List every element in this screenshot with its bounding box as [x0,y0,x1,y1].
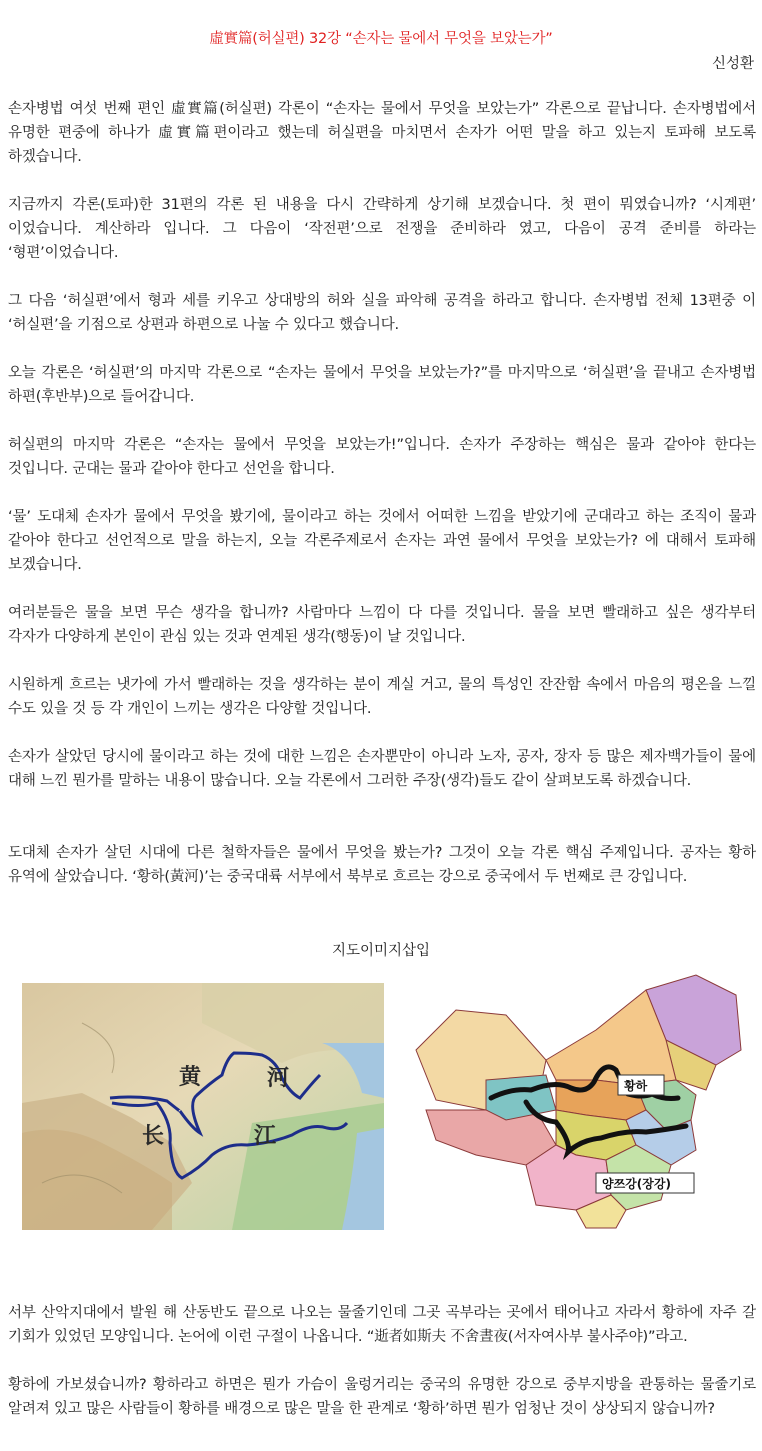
map-char-chang: 长 [142,1124,165,1149]
paragraph-1: 손자병법 여섯 번째 편인 虛實篇(허실편) 각론이 “손자는 물에서 무엇을 보았는가” 각론으로 끝납니다. 손자병법에서 유명한 편중에 하나가 虛實篇편이라고 했는데 허실편을 마치면서 손자가 어떤 말을 하고 있는지 토파해 보도록 하겠습니다. [8,101,756,165]
label-yellow-river: 황하 [624,1079,648,1093]
paragraph-3: 그 다음 ‘허실편’에서 형과 세를 키우고 상대방의 허와 실을 파악해 공격을 하라고 합니다. 손자병법 전체 13편중 이 ‘허실편’을 기점으로 상편과 하편으로 나눌 수 있다고 했습니다. [8,293,756,333]
author-name: 신성환 [711,56,754,72]
paragraph-11: 서부 산악지대에서 발원 해 산동반도 끝으로 나오는 물줄기인데 그곳 곡부라는 곳에서 태어나고 자라서 황하에 자주 갈 기회가 있었던 모양입니다. 논어에 이런 구절이 나옵니다. “逝者如斯夫 不舍晝夜(서자여사부 불사주야)”라고. [8,1305,756,1345]
article-title: 虛實篇(허실편) 32강 “손자는 물에서 무엇을 보았는가” [209,31,553,47]
label-yangtze-river: 양쯔강(장강) [602,1177,671,1191]
map-char-he: 河 [267,1066,290,1091]
terrain-map-image [22,983,384,1230]
paragraph-8: 시원하게 흐르는 냇가에 가서 빨래하는 것을 생각하는 분이 계실 거고, 물의 특성인 잔잔함 속에서 마음의 평온을 느낄 수도 있을 것 등 각 개인이 느끼는 생각은 다양할 것입니다. [8,677,756,717]
image-caption: 지도이미지삽입 [331,943,431,959]
paragraph-5: 허실편의 마지막 각론은 “손자는 물에서 무엇을 보았는가!”입니다. 손자가 주장하는 핵심은 물과 같아야 한다는 것입니다. 군대는 물과 같아야 한다고 선언을 합니다. [8,437,756,477]
map-char-huang: 黄 [179,1065,202,1090]
paragraph-4: 오늘 각론은 ‘허실편’의 마지막 각론으로 “손자는 물에서 무엇을 보았는가?”를 마지막으로 ‘허실편’을 끝내고 손자병법 하편(후반부)으로 들어갑니다. [8,365,756,405]
paragraph-6: ‘물’ 도대체 손자가 물에서 무엇을 봤기에, 물이라고 하는 것에서 어떠한 느낌을 받았기에 군대라고 하는 조직이 물과 같아야 한다고 선언적으로 말을 하는지, 오늘 각론주제로서 손자는 과연 물에서 무엇을 보았는가? 에 대해서 토파해 보겠습니다. [8,509,756,573]
map-char-jiang: 江 [254,1124,277,1149]
paragraph-12: 황하에 가보셨습니까? 황하라고 하면은 뭔가 가슴이 울렁거리는 중국의 유명한 강으로 중부지방을 관통하는 물줄기로 알려져 있고 많은 사람들이 황하를 배경으로 많은 말을 한 관계로 ‘황하’하면 뭔가 엄청난 것이 상상되지 않습니까? [8,1377,756,1417]
political-map-image [396,970,742,1232]
paragraph-9: 손자가 살았던 당시에 물이라고 하는 것에 대한 느낌은 손자뿐만이 아니라 노자, 공자, 장자 등 많은 제자백가들이 물에 대해 느낀 뭔가를 말하는 내용이 많습니다. 오늘 각론에서 그러한 주장(생각)들도 같이 살펴보도록 하겠습니다. [8,749,756,789]
paragraph-2: 지금까지 각론(토파)한 31편의 각론 된 내용을 다시 간략하게 상기해 보겠습니다. 첫 편이 뭐였습니까? ‘시계편’ 이었습니다. 계산하라 입니다. 그 다음이 ‘작전편’으로 전쟁을 준비하라 였고, 다음이 공격 준비를 하라는 ‘형편’이었습니다. [8,197,756,261]
paragraph-7: 여러분들은 물을 보면 무슨 생각을 합니까? 사람마다 느낌이 다 다를 것입니다. 물을 보면 빨래하고 싶은 생각부터 각자가 다양하게 본인이 관심 있는 것과 연계된 생각(행동)이 날 것입니다. [8,605,756,645]
paragraph-10: 도대체 손자가 살던 시대에 다른 철학자들은 물에서 무엇을 봤는가? 그것이 오늘 각론 핵심 주제입니다. 공자는 황하 유역에 살았습니다. ‘황하(黃河)’는 중국대륙 서부에서 북부로 흐르는 강으로 중국에서 두 번째로 큰 강입니다. [8,845,756,885]
